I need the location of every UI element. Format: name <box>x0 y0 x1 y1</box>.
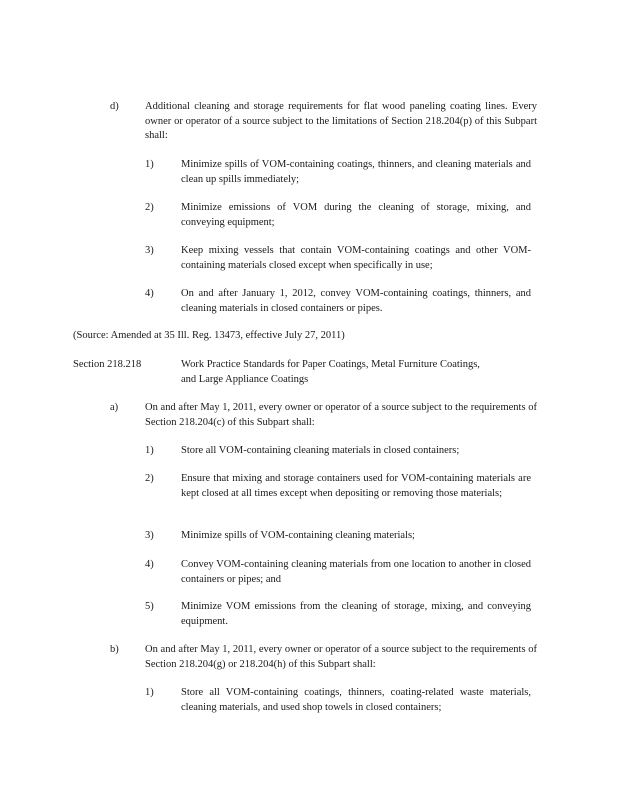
paragraph-a-text: On and after May 1, 2011, every owner or operator of a source subject to the requirements of Section 218.204(c) of this Subpart shall: <box>145 402 537 428</box>
list-item: Convey VOM-containing cleaning materials from one location to another in closed containers or pipes; and <box>181 559 531 585</box>
section-title-line: and Large Appliance Coatings <box>181 373 309 385</box>
list-item: Minimize spills of VOM-containing cleaning materials; <box>181 530 415 541</box>
item-marker: 3) <box>145 530 154 541</box>
item-marker: 1) <box>145 159 154 170</box>
list-item: Minimize VOM emissions from the cleaning of storage, mixing, and conveying equipment. <box>181 601 531 627</box>
list-item: Minimize emissions of VOM during the cleaning of storage, mixing, and conveying equipment; <box>181 202 531 228</box>
section-label: Section 218.218 <box>73 359 142 370</box>
paragraph-b-text: On and after May 1, 2011, every owner or operator of a source subject to the requirements of Section 218.204(g) or 218.204(h) of this Subpart shall: <box>145 644 537 670</box>
list-item: Keep mixing vessels that contain VOM-containing coatings and other VOM-containing materials closed except when specifically in use; <box>181 245 531 271</box>
paragraph-marker-d: d) <box>110 101 119 112</box>
list-item: Ensure that mixing and storage containers used for VOM-containing materials are kept closed at all times except when depositing or removing those materials; <box>181 473 531 499</box>
paragraph-d-text: Additional cleaning and storage requirements for flat wood paneling coating lines. Every owner or operator of a source subject to the limitations of Section 218.204(p) of this Subpart shall: <box>145 101 537 141</box>
section-title <box>181 358 533 387</box>
item-marker: 2) <box>145 202 154 213</box>
paragraph-marker-a: a) <box>110 402 119 413</box>
section-title-line: Work Practice Standards for Paper Coatings, Metal Furniture Coatings, <box>181 359 480 370</box>
source-note: (Source: Amended at 35 Ill. Reg. 13473, effective July 27, 2011) <box>73 330 345 341</box>
paragraph-marker-b: b) <box>110 644 119 655</box>
list-item: Store all VOM-containing coatings, thinners, coating-related waste materials, cleaning materials, and used shop towels in closed containers; <box>181 687 531 713</box>
item-marker: 5) <box>145 601 154 612</box>
item-marker: 1) <box>145 687 154 698</box>
item-marker: 3) <box>145 245 154 256</box>
list-item: Store all VOM-containing cleaning materials in closed containers; <box>181 445 460 456</box>
item-marker: 1) <box>145 445 154 456</box>
item-marker: 4) <box>145 559 154 570</box>
list-item: Minimize spills of VOM-containing coatings, thinners, and cleaning materials and clean up spills immediately; <box>181 159 531 185</box>
list-item: On and after January 1, 2012, convey VOM-containing coatings, thinners, and cleaning materials in closed containers or pipes. <box>181 288 531 314</box>
item-marker: 4) <box>145 288 154 299</box>
item-marker: 2) <box>145 473 154 484</box>
